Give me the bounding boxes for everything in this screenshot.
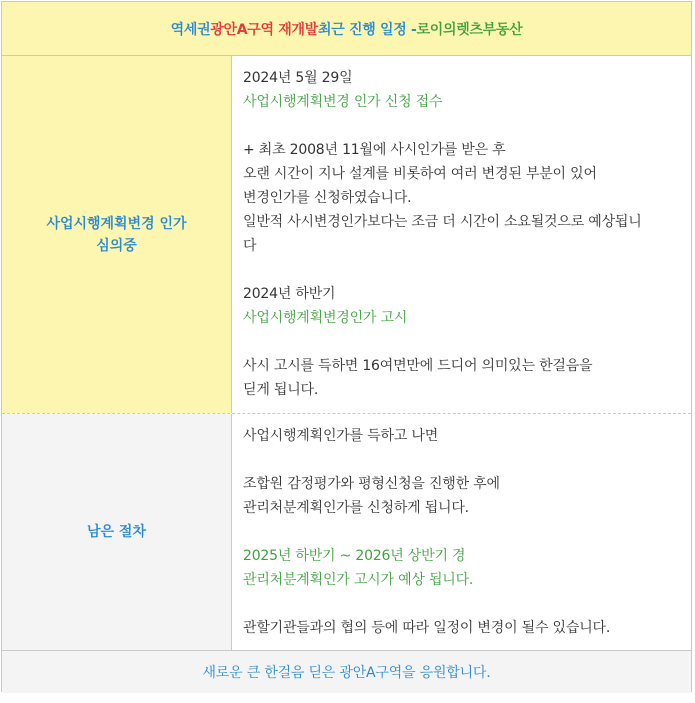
header-middle: 최근 진행 일정 -	[317, 21, 417, 38]
table-row	[2, 414, 691, 651]
schedule-table	[1, 1, 692, 692]
content-line: 사시 고시를 득하면 16여면만에 드디어 의미있는 한걸음을	[243, 358, 593, 374]
content-line	[243, 592, 681, 616]
row-label-cell	[2, 414, 232, 650]
content-line: 오랜 시간이 지나 설계를 비롯하여 여러 변경된 부분이 있어	[243, 166, 597, 182]
content-line: 관리처분계획인가를 신청하게 됩니다.	[243, 500, 469, 516]
content-line: 일반적 사시변경인가보다는 조금 더 시간이 소요될것으로 예상됩니	[243, 214, 642, 230]
content-line	[243, 258, 681, 282]
content-line: 사업시행계획인가를 득하고 나면	[243, 428, 439, 444]
row-label: 남은 절차	[87, 524, 146, 540]
content-line	[243, 114, 681, 138]
content-line: 다	[243, 238, 257, 254]
content-line: 관할기관들과의 협의 등에 따라 일정이 변경이 될수 있습니다.	[243, 620, 611, 636]
row-label-cell	[2, 56, 232, 413]
row-content-cell	[232, 56, 691, 413]
header-brand: 로이의렛츠부동산	[416, 21, 523, 38]
content-line: 사업시행계획변경 인가 신청 접수	[243, 94, 443, 110]
row-label-line1: 사업시행계획변경 인가	[46, 215, 187, 232]
footer-text: 새로운 큰 한걸음 딛은 광안A구역을 응원합니다.	[202, 665, 491, 681]
content-line	[243, 330, 681, 354]
row-label-line2: 심의중	[96, 237, 137, 254]
header-district: 광안A구역 재개발	[210, 21, 318, 38]
content-line: + 최초 2008년 11월에 사시인가를 받은 후	[243, 142, 506, 158]
table-header	[2, 2, 691, 56]
table-row	[2, 56, 691, 414]
content-line: 관리처분계획인가 고시가 예상 됩니다.	[243, 572, 474, 588]
row-content-cell	[232, 414, 691, 650]
header-prefix: 역세권	[170, 21, 211, 38]
content-line: 딛게 됩니다.	[243, 382, 319, 398]
content-line: 2024년 5월 29일	[243, 70, 353, 86]
table-footer	[2, 651, 691, 693]
content-line: 조합원 감정평가와 평형신청을 진행한 후에	[243, 476, 500, 492]
content-line: 2025년 하반기 ~ 2026년 상반기 경	[243, 548, 466, 564]
content-line: 사업시행계획변경인가 고시	[243, 310, 408, 326]
content-line	[243, 520, 681, 544]
content-line	[243, 448, 681, 472]
content-line: 2024년 하반기	[243, 286, 336, 302]
content-line: 변경인가를 신청하였습니다.	[243, 190, 412, 206]
